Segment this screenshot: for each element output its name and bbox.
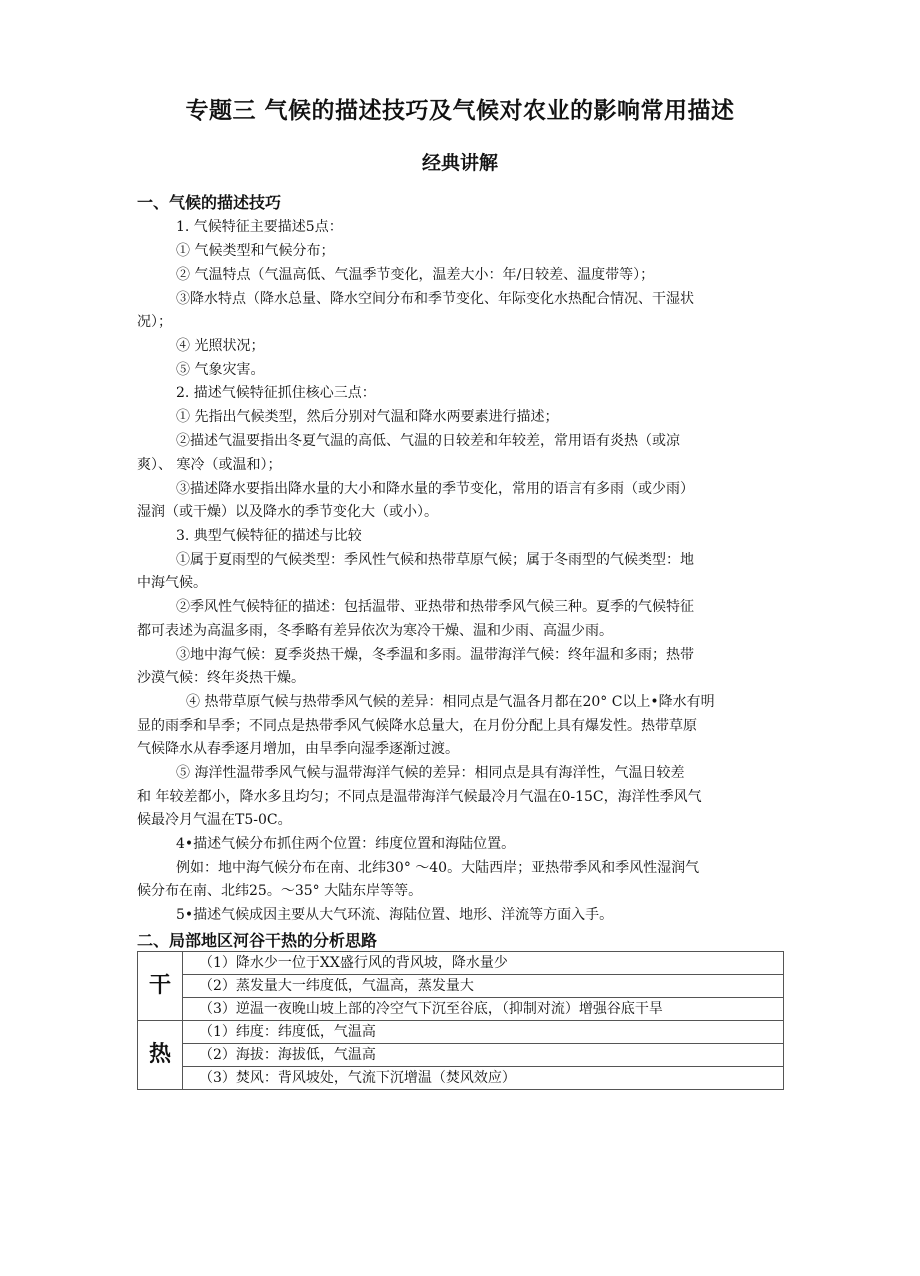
text-line: 例如：地中海气候分布在南、北纬30° ～40。大陆西岸；亚热带季风和季风性湿润气 [176, 860, 700, 876]
text-line: 湿润（或干燥）以及降水的季节变化大（或小）。 [137, 504, 438, 520]
text-line: 显的雨季和旱季；不同点是热带季风气候降水总量大，在月份分配上具有爆发性。热带草原 [137, 718, 697, 734]
text-line: ②季风性气候特征的描述：包括温带、亚热带和热带季风气候三种。夏季的气候特征 [176, 599, 694, 615]
text-line: 中海气候。 [137, 575, 207, 591]
text-line: 2. 描述气候特征抓住核心三点： [176, 385, 376, 401]
table-cell: （2）蒸发量大一纬度低，气温高，蒸发量大 [183, 975, 784, 998]
table-cell: （1）纬度：纬度低，气温高 [183, 1021, 784, 1044]
table-row [138, 1021, 784, 1044]
text-line: ③描述降水要指出降水量的大小和降水量的季节变化，常用的语言有多雨（或少雨） [176, 481, 694, 497]
text-line: 气候降水从春季逐月增加，由旱季向湿季逐渐过渡。 [137, 741, 459, 757]
text-line: ⑤ 气象灾害。 [176, 362, 265, 378]
table-cell: （2）海拔：海拔低，气温高 [183, 1044, 784, 1067]
text-line: 况）； [137, 314, 172, 330]
text-line: ②描述气温要指出冬夏气温的高低、气温的日较差和年较差，常用语有炎热（或凉 [176, 433, 680, 449]
text-line: 3. 典型气候特征的描述与比较 [176, 528, 362, 544]
text-line: 5•描述气候成因主要从大气环流、海陆位置、地形、洋流等方面入手。 [176, 907, 614, 923]
text-line: 候分布在南、北纬25。～35° 大陆东岸等等。 [137, 883, 423, 899]
text-line: 和 年较差都小，降水多且均匀；不同点是温带海洋气候最冷月气温在0-15C，海洋性季风气 [137, 789, 702, 805]
text-line: ① 气候类型和气候分布； [176, 243, 335, 259]
text-line: 爽）、 寒冷（或温和）； [137, 457, 282, 473]
text-line: 1. 气候特征主要描述5点： [176, 219, 343, 235]
table-row [138, 975, 784, 998]
page-subtitle: 经典讲解 [421, 152, 498, 174]
text-line: 沙漠气候：终年炎热干燥。 [137, 670, 305, 686]
analysis-table [137, 951, 784, 1090]
text-line: ①属于夏雨型的气候类型：季风性气候和热带草原气候；属于冬雨型的气候类型：地 [176, 552, 694, 568]
row-label-hot: 热 [138, 1021, 183, 1090]
table-row [138, 1044, 784, 1067]
text-line: ④ 热带草原气候与热带季风气候的差异：相同点是气温各月都在20° C以上•降水有明 [186, 694, 715, 710]
table-row [138, 952, 784, 975]
text-line: ⑤ 海洋性温带季风气候与温带海洋气候的差异：相同点是具有海洋性，气温日较差 [176, 765, 685, 781]
table-cell: （3）逆温一夜晚山坡上部的冷空气下沉至谷底，（抑制对流）增强谷底干旱 [183, 998, 784, 1021]
table-row [138, 1067, 784, 1090]
text-line: 候最冷月气温在T5-0C。 [137, 812, 292, 828]
text-line: 都可表述为高温多雨，冬季略有差异依次为寒冷干燥、温和少雨、高温少雨。 [137, 623, 613, 639]
text-line: ④ 光照状况； [176, 338, 265, 354]
text-line: ② 气温特点（气温高低、气温季节变化，温差大小：年/日较差、温度带等）； [176, 267, 655, 283]
section-heading-2: 二、局部地区河谷干热的分析思路 [137, 931, 378, 950]
text-line: ③降水特点（降水总量、降水空间分布和季节变化、年际变化水热配合情况、干湿状 [176, 291, 694, 307]
text-line: 4•描述气候分布抓住两个位置：纬度位置和海陆位置。 [176, 836, 516, 852]
text-line: ① 先指出气候类型，然后分别对气温和降水两要素进行描述； [176, 409, 559, 425]
page-title: 专题三 气候的描述技巧及气候对农业的影响常用描述 [185, 98, 735, 124]
table-cell: （3）焚风：背风坡处，气流下沉增温（焚风效应） [183, 1067, 784, 1090]
table-row [138, 998, 784, 1021]
table-cell: （1）降水少一位于XX盛行风的背风坡，降水量少 [183, 952, 784, 975]
text-line: ③地中海气候：夏季炎热干燥，冬季温和多雨。温带海洋气候：终年温和多雨；热带 [176, 647, 694, 663]
section-heading-1: 一、气候的描述技巧 [137, 193, 282, 212]
row-label-dry: 干 [138, 952, 183, 1021]
